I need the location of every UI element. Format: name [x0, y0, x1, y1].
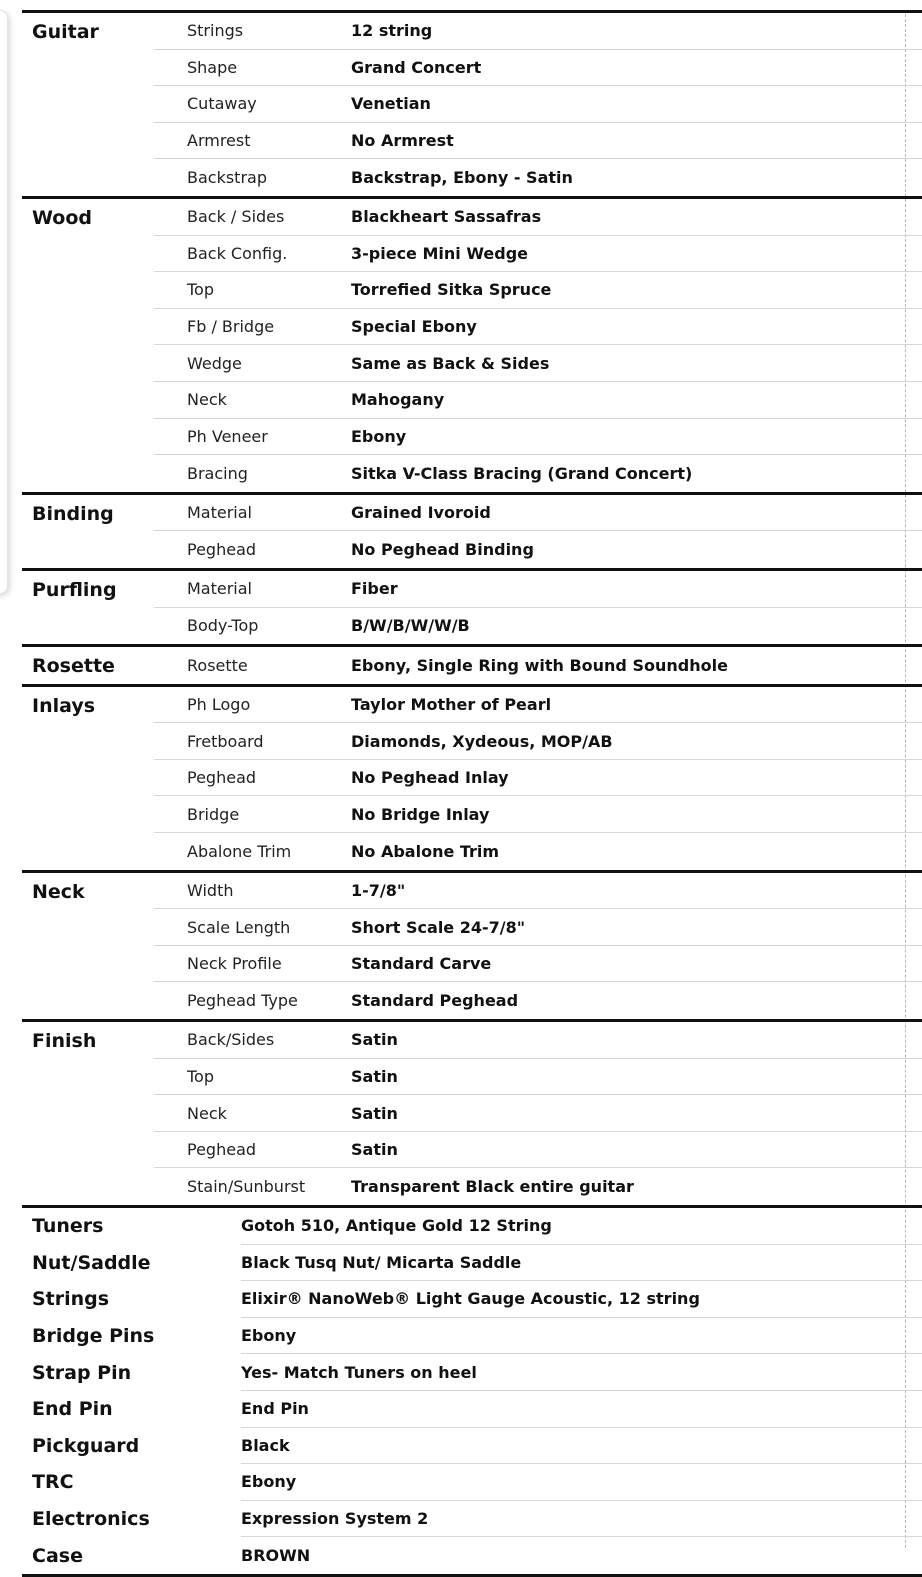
spec-value: Grand Concert — [351, 57, 482, 77]
accessory-row — [22, 1208, 922, 1245]
spec-value: No Bridge Inlay — [351, 804, 490, 824]
spec-label: Material — [187, 503, 252, 523]
spec-sections — [22, 10, 922, 1205]
accessory-row — [22, 1501, 922, 1538]
spec-label: Material — [187, 579, 252, 599]
spec-value: No Abalone Trim — [351, 841, 500, 861]
accessory-row — [22, 1391, 922, 1428]
section-neck — [22, 870, 922, 1019]
spec-row — [154, 236, 922, 273]
accessory-row — [22, 1354, 922, 1391]
spec-label: Peghead — [187, 1140, 257, 1160]
spec-label: Peghead Type — [187, 991, 298, 1011]
spec-row — [154, 796, 922, 833]
spec-label: Backstrap — [187, 168, 267, 188]
spec-label: Back/Sides — [187, 1030, 275, 1050]
spec-value: Taylor Mother of Pearl — [351, 694, 552, 714]
section-title: Inlays — [32, 694, 96, 717]
accessory-row — [22, 1245, 922, 1282]
accessory-value: Yes- Match Tuners on heel — [241, 1354, 922, 1391]
spec-row — [154, 833, 922, 870]
section-wood — [22, 196, 922, 492]
accessory-label: Pickguard — [32, 1434, 140, 1457]
spec-row — [154, 199, 922, 236]
spec-label: Cutaway — [187, 94, 257, 114]
accessory-value: Elixir® NanoWeb® Light Gauge Acoustic, 12 string — [241, 1281, 922, 1318]
spec-value: Diamonds, Xydeous, MOP/AB — [351, 731, 613, 751]
spec-row — [154, 382, 922, 419]
spec-label: Peghead — [187, 768, 257, 788]
spec-label: Scale Length — [187, 917, 291, 937]
accessory-row — [22, 1428, 922, 1465]
spec-value: Mahogany — [351, 390, 445, 410]
spec-row — [154, 86, 922, 123]
spec-value: Ebony, Single Ring with Bound Soundhole — [351, 655, 728, 675]
spec-value: Standard Carve — [351, 954, 492, 974]
spec-value: Venetian — [351, 94, 431, 114]
accessory-row — [22, 1464, 922, 1501]
accessory-label: Strap Pin — [32, 1361, 132, 1384]
spec-value: Short Scale 24-7/8" — [351, 917, 526, 937]
background-card — [0, 10, 8, 594]
section-finish — [22, 1019, 922, 1205]
spec-row — [154, 345, 922, 382]
accessory-value: End Pin — [241, 1391, 922, 1428]
spec-row — [154, 1095, 922, 1132]
spec-value: Same as Back & Sides — [351, 353, 550, 373]
spec-row — [154, 50, 922, 87]
spec-label: Ph Veneer — [187, 426, 268, 446]
spec-value: 3-piece Mini Wedge — [351, 243, 529, 263]
accessory-value: Gotoh 510, Antique Gold 12 String — [241, 1208, 922, 1245]
accessory-label: Case — [32, 1544, 83, 1567]
spec-value: Satin — [351, 1140, 398, 1160]
spec-row — [154, 946, 922, 983]
guitar-spec-sheet — [22, 10, 922, 1577]
section-title: Wood — [32, 206, 92, 229]
spec-value: 12 string — [351, 21, 433, 41]
spec-label: Bracing — [187, 463, 248, 483]
accessory-value: Black — [241, 1428, 922, 1465]
spec-value: Satin — [351, 1066, 398, 1086]
spec-row — [154, 495, 922, 532]
spec-row — [154, 455, 922, 492]
spec-row — [154, 760, 922, 797]
accessory-value: Expression System 2 — [241, 1501, 922, 1538]
spec-value: Satin — [351, 1030, 398, 1050]
spec-row — [154, 419, 922, 456]
spec-label: Wedge — [187, 353, 242, 373]
section-inlays — [22, 684, 922, 870]
accessory-label: Electronics — [32, 1508, 150, 1531]
accessory-value: Black Tusq Nut/ Micarta Saddle — [241, 1245, 922, 1282]
spec-value: Satin — [351, 1103, 398, 1123]
accessory-label: Nut/Saddle — [32, 1251, 151, 1274]
spec-row — [154, 272, 922, 309]
spec-row — [154, 909, 922, 946]
spec-row — [154, 723, 922, 760]
spec-value: No Peghead Inlay — [351, 768, 509, 788]
spec-label: Body-Top — [187, 616, 259, 636]
spec-label: Bridge — [187, 804, 240, 824]
spec-row — [154, 159, 922, 196]
spec-value: Standard Peghead — [351, 991, 519, 1011]
spec-value: 1-7/8" — [351, 880, 406, 900]
spec-row — [154, 608, 922, 645]
spec-value: B/W/B/W/W/B — [351, 616, 470, 636]
spec-label: Neck Profile — [187, 954, 282, 974]
spec-row — [154, 571, 922, 608]
spec-value: Blackheart Sassafras — [351, 207, 542, 227]
spec-row — [154, 1168, 922, 1205]
spec-row — [154, 123, 922, 160]
section-title: Rosette — [32, 655, 115, 678]
accessories-section — [22, 1205, 922, 1577]
accessory-label: End Pin — [32, 1398, 113, 1421]
accessory-label: Bridge Pins — [32, 1325, 155, 1348]
accessory-label: Tuners — [32, 1215, 104, 1238]
spec-row — [154, 531, 922, 568]
section-purfling — [22, 568, 922, 644]
spec-label: Neck — [187, 390, 227, 410]
spec-value: Torrefied Sitka Spruce — [351, 280, 552, 300]
spec-label: Back Config. — [187, 243, 288, 263]
accessory-value: Ebony — [241, 1464, 922, 1501]
spec-label: Width — [187, 880, 234, 900]
spec-label: Armrest — [187, 131, 251, 151]
spec-label: Fretboard — [187, 731, 264, 751]
spec-row — [154, 309, 922, 346]
section-rosette — [22, 644, 922, 684]
spec-row — [154, 687, 922, 724]
spec-value: Transparent Black entire guitar — [351, 1177, 634, 1197]
spec-row — [154, 1059, 922, 1096]
spec-label: Top — [187, 280, 214, 300]
spec-label: Rosette — [187, 655, 248, 675]
accessory-row — [22, 1281, 922, 1318]
accessory-value: Ebony — [241, 1318, 922, 1355]
spec-value: Ebony — [351, 426, 407, 446]
accessory-row — [22, 1537, 922, 1574]
spec-label: Fb / Bridge — [187, 317, 275, 337]
spec-row — [154, 982, 922, 1019]
spec-label: Shape — [187, 57, 238, 77]
spec-label: Peghead — [187, 540, 257, 560]
spec-value: Backstrap, Ebony - Satin — [351, 168, 573, 188]
spec-row — [154, 13, 922, 50]
spec-row — [154, 647, 922, 684]
accessory-row — [22, 1318, 922, 1355]
spec-row — [154, 1022, 922, 1059]
section-guitar — [22, 10, 922, 196]
section-binding — [22, 492, 922, 568]
accessory-label: TRC — [32, 1471, 74, 1494]
spec-label: Stain/Sunburst — [187, 1177, 306, 1197]
accessory-value: BROWN — [241, 1546, 311, 1566]
spec-label: Strings — [187, 21, 244, 41]
section-title: Binding — [32, 502, 114, 525]
spec-value: Special Ebony — [351, 317, 477, 337]
spec-row — [154, 873, 922, 910]
section-title: Guitar — [32, 21, 99, 43]
accessory-label: Strings — [32, 1288, 110, 1311]
spec-value: Grained Ivoroid — [351, 503, 491, 523]
spec-label: Abalone Trim — [187, 841, 292, 861]
spec-label: Back / Sides — [187, 207, 285, 227]
spec-row — [154, 1132, 922, 1169]
spec-value: No Peghead Binding — [351, 540, 534, 560]
section-title: Finish — [32, 1030, 97, 1053]
spec-value: Sitka V-Class Bracing (Grand Concert) — [351, 463, 693, 483]
section-title: Purfling — [32, 578, 117, 601]
spec-value: No Armrest — [351, 131, 454, 151]
spec-label: Top — [187, 1066, 214, 1086]
spec-value: Fiber — [351, 579, 398, 599]
spec-label: Ph Logo — [187, 694, 251, 714]
spec-label: Neck — [187, 1103, 227, 1123]
section-title: Neck — [32, 880, 85, 903]
